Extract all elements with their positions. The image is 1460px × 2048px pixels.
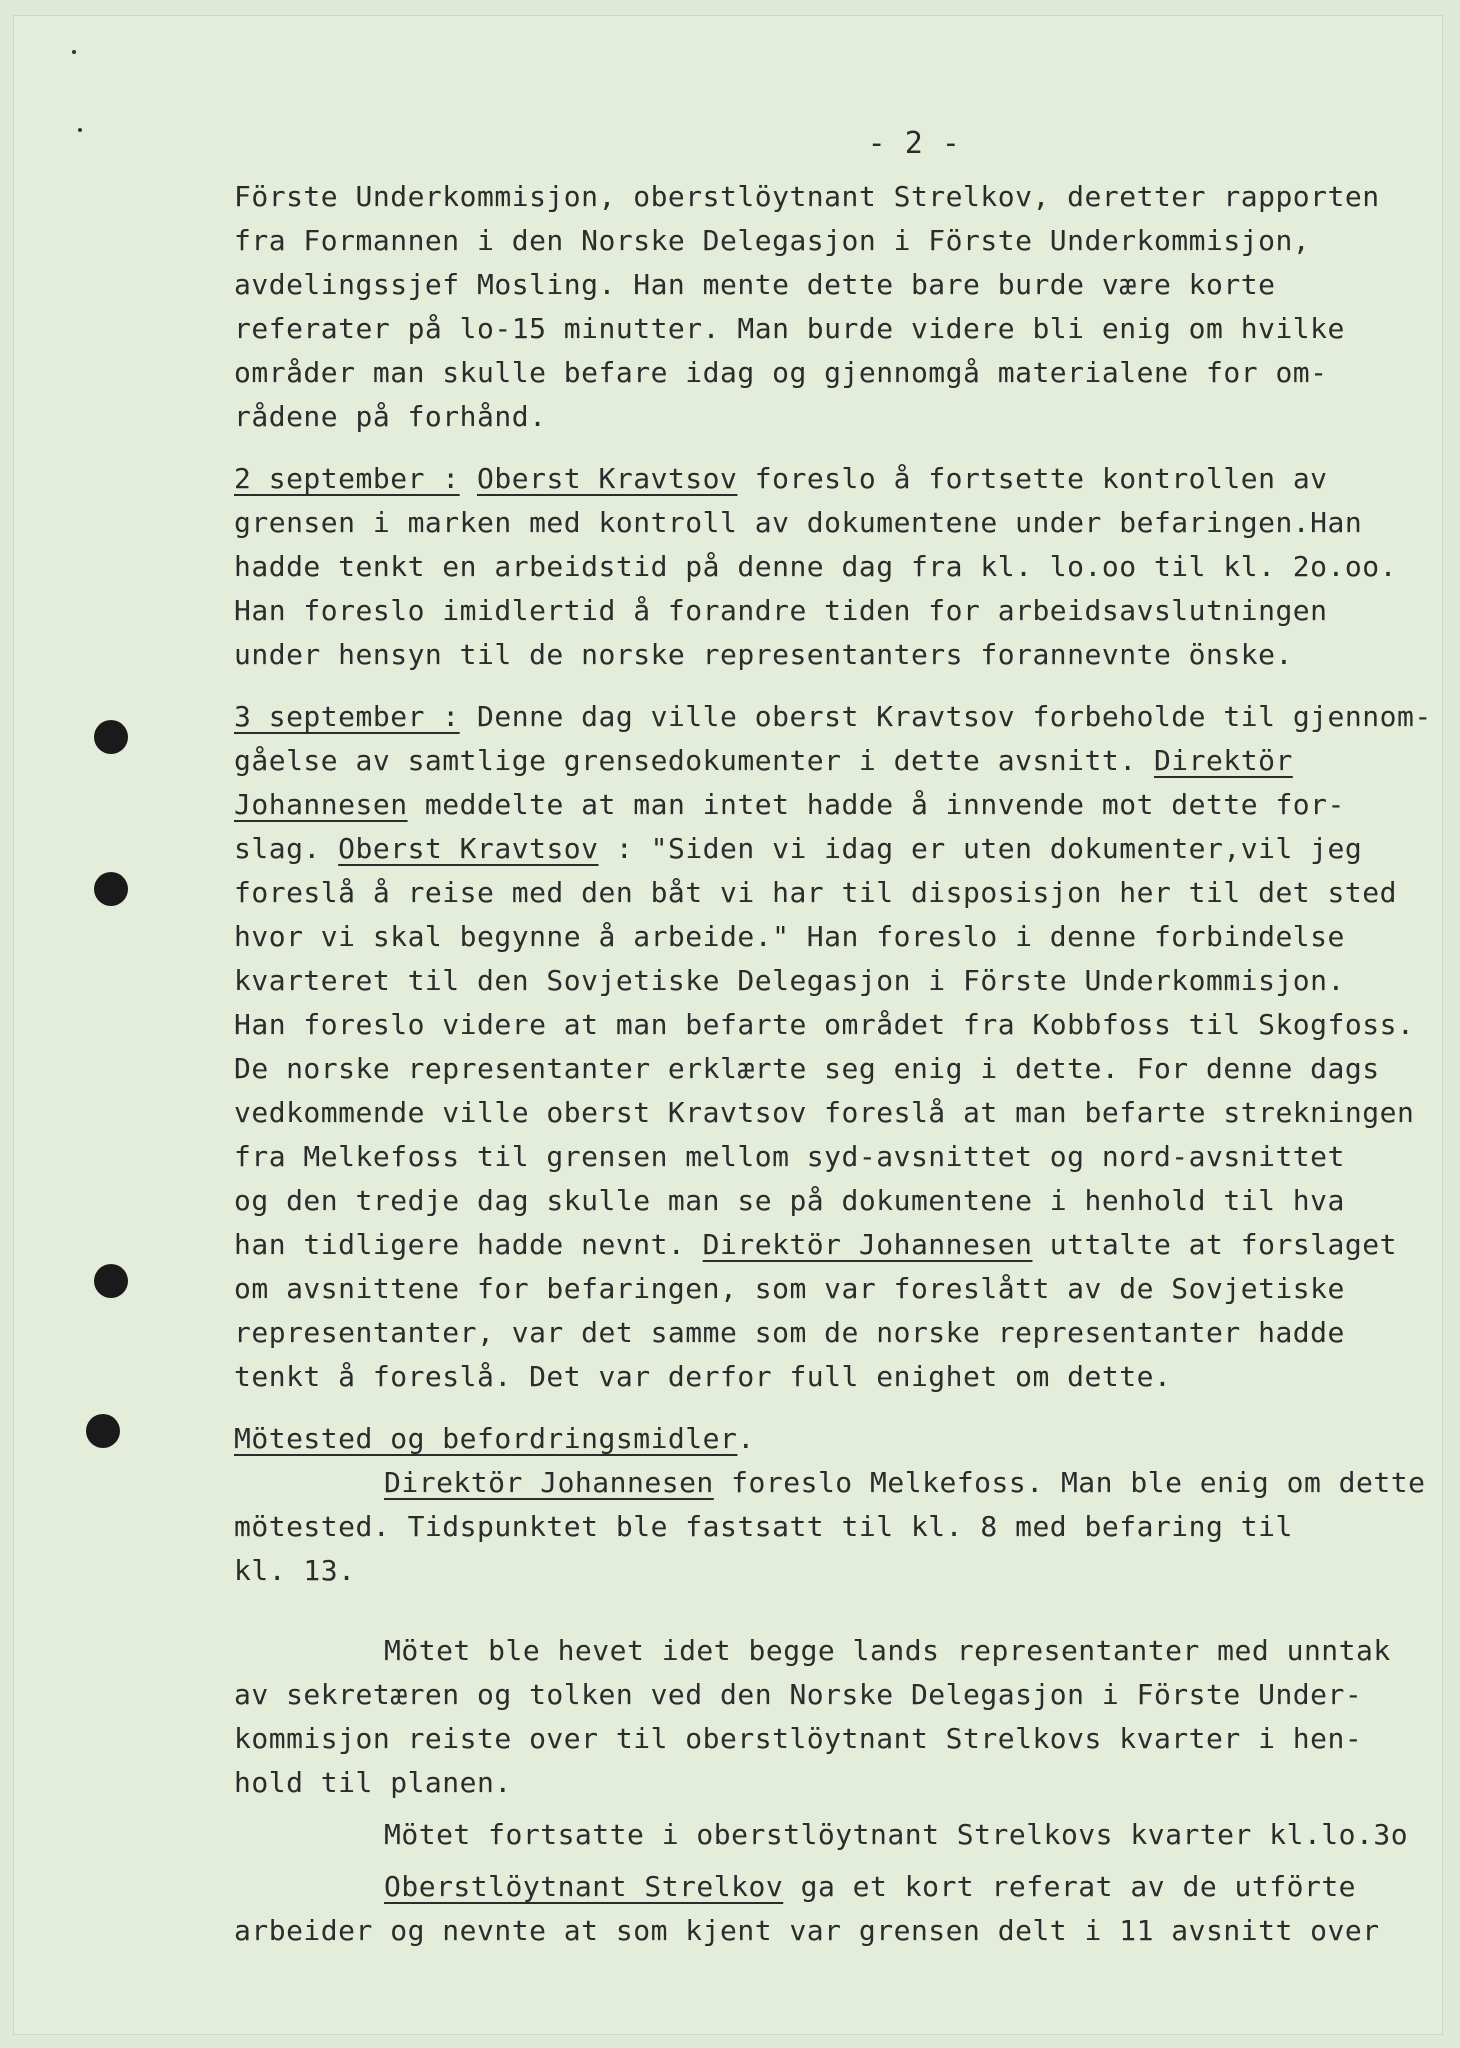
text-line: rådene på forhånd. <box>234 400 547 433</box>
text-line: vedkommende ville oberst Kravtsov foreslå at man befarte strekningen <box>234 1096 1415 1129</box>
person-name: Oberst Kravtsov <box>477 462 738 495</box>
text-line: om avsnittene for befaringen, som var foreslått av de Sovjetiske <box>234 1272 1345 1305</box>
paper-sheet <box>14 16 1442 2034</box>
text-line <box>234 695 1432 739</box>
text-line: og den tredje dag skulle man se på dokumentene i henhold til hva <box>234 1184 1345 1217</box>
text-line <box>234 1461 1426 1505</box>
person-name: Johannesen <box>234 788 408 821</box>
text-line: referater på lo-15 minutter. Man burde videre bli enig om hvilke <box>234 312 1345 345</box>
text-line: av sekretæren og tolken ved den Norske Delegasjon i Förste Under- <box>234 1678 1363 1711</box>
punch-hole <box>94 720 128 754</box>
speck <box>78 128 82 132</box>
text-line <box>234 1865 1414 1909</box>
person-name: Oberst Kravtsov <box>338 832 599 865</box>
text-line: tenkt å foreslå. Det var derfor full enighet om dette. <box>234 1360 1172 1393</box>
section-motested <box>234 1417 1426 1593</box>
date-label: 2 september : <box>234 462 460 495</box>
text-line <box>234 457 1414 501</box>
speck <box>72 50 76 54</box>
text-fragment: foreslo å fortsette kontrollen av <box>737 462 1328 495</box>
text-line <box>234 1223 1414 1267</box>
text-line: De norske representanter erklærte seg enig i dette. For denne dags <box>234 1052 1380 1085</box>
person-name: Direktör <box>1153 744 1293 777</box>
text-fragment: gåelse av samtlige grensedokumenter i dette avsnitt. <box>234 744 1154 777</box>
text-line: kvarteret til den Sovjetiske Delegasjon i Förste Underkommisjon. <box>234 964 1345 997</box>
text-fragment: . <box>737 1422 755 1455</box>
paragraph-3-september <box>234 695 1432 1399</box>
text-line: foreslå å reise med den båt vi har til disposisjon her til det sted <box>234 876 1397 909</box>
document-body <box>234 126 1432 1953</box>
text-fragment: ga et kort referat av de utförte <box>783 1870 1357 1903</box>
text-line: områder man skulle befare idag og gjennomgå materialene for om- <box>234 356 1328 389</box>
text-line: avdelingssjef Mosling. Han mente dette bare burde være korte <box>234 268 1276 301</box>
heading-text: Mötested og befordringsmidler <box>234 1422 738 1455</box>
text-line: fra Melkefoss til grensen mellom syd-avsnittet og nord-avsnittet <box>234 1140 1345 1173</box>
text-line <box>234 783 1414 827</box>
person-name: Direktör Johannesen <box>384 1466 714 1499</box>
text-line: hvor vi skal begynne å arbeide." Han foreslo i denne forbindelse <box>234 920 1345 953</box>
text-line: arbeider og nevnte at som kjent var grensen delt i 11 avsnitt over <box>234 1914 1380 1947</box>
page-number: - 2 - <box>867 126 961 161</box>
text-line <box>234 739 1414 783</box>
text-line: kl. 13. <box>234 1554 356 1587</box>
text-fragment: uttalte at forslaget <box>1032 1228 1397 1261</box>
text-line: Han foreslo videre at man befarte området fra Kobbfoss til Skogfoss. <box>234 1008 1415 1041</box>
punch-hole <box>94 1264 128 1298</box>
text-fragment: foreslo Melkefoss. Man ble enig om dette <box>713 1466 1426 1499</box>
date-label: 3 september : <box>234 700 460 733</box>
punch-hole <box>86 1414 120 1448</box>
text-fragment: slag. <box>234 832 339 865</box>
text-fragment: Denne dag ville oberst Kravtsov forbeholde til gjennom- <box>459 700 1432 733</box>
text-line: grensen i marken med kontroll av dokumentene under befaringen.Han <box>234 506 1363 539</box>
text-line: Han foreslo imidlertid å forandre tiden for arbeidsavslutningen <box>234 594 1328 627</box>
person-name: Oberstlöytnant Strelkov <box>384 1870 784 1903</box>
text-line: Mötet fortsatte i oberstlöytnant Strelkovs kvarter kl.lo.3o <box>384 1818 1409 1851</box>
paragraph-intro <box>234 175 1414 439</box>
text-line: Förste Underkommisjon, oberstlöytnant Strelkov, deretter rapporten <box>234 180 1380 213</box>
paragraph-fortsatte <box>234 1813 1414 1857</box>
paragraph-final <box>234 1865 1414 1953</box>
text-line <box>234 827 1414 871</box>
section-heading <box>234 1417 1414 1461</box>
text-line: kommisjon reiste over til oberstlöytnant Strelkovs kvarter i hen- <box>234 1722 1363 1755</box>
text-fragment: han tidligere hadde nevnt. <box>234 1228 703 1261</box>
text-line: mötested. Tidspunktet ble fastsatt til kl. 8 med befaring til <box>234 1510 1293 1543</box>
text-fragment: : "Siden vi idag er uten dokumenter,vil jeg <box>598 832 1363 865</box>
text-line: representanter, var det samme som de norske representanter hadde <box>234 1316 1345 1349</box>
text-line: hold til planen. <box>234 1766 512 1799</box>
punch-hole <box>94 872 128 906</box>
paragraph-2-september <box>234 457 1414 677</box>
text-line: Mötet ble hevet idet begge lands representanter med unntak <box>384 1634 1391 1667</box>
text-line: fra Formannen i den Norske Delegasjon i Förste Underkommisjon, <box>234 224 1311 257</box>
text-line: under hensyn til de norske representanters forannevnte önske. <box>234 638 1293 671</box>
text-fragment: meddelte at man intet hadde å innvende mot dette for- <box>407 788 1345 821</box>
person-name: Direktör Johannesen <box>702 1228 1033 1261</box>
paragraph-hevet <box>234 1629 1414 1805</box>
text-line: hadde tenkt en arbeidstid på denne dag fra kl. lo.oo til kl. 2o.oo. <box>234 550 1397 583</box>
